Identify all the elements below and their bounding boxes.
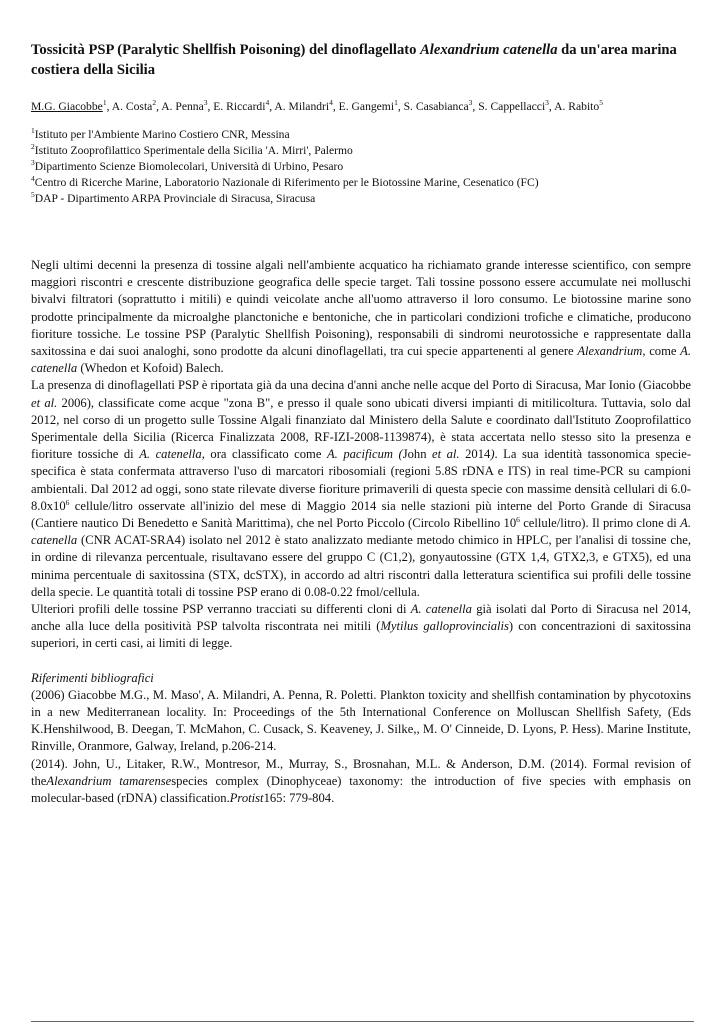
author-name: S. Casabianca <box>403 100 469 113</box>
reference-item: (2006) Giacobbe M.G., M. Maso', A. Milandri, A. Penna, R. Poletti. Plankton toxicity and shellfish contamination by phycotoxins in a new Mediterranean locality. In: Proceedings of the 5th International Conference on Molluscan Shellfish Safety, (Eds K.Henshilwood, B. Deegan, T. McMahon, C. Cusack, S. Keaveney, J. Silke,, M. O' Cinneide, D. Lyons, P. Hess). Marine Institute, Rinville, Oranmore, Galway, Ireland, p.206-214. <box>31 687 691 754</box>
affiliation-number: 5 <box>31 190 35 200</box>
paragraph-intro: Negli ultimi decenni la presenza di tossine algali nell'ambiente acquatico ha richiamato grande interesse scientifico, con sempre maggiori riscontri e crescente distribuzione geografica delle specie target. Tali tossine possono essere accumulate nei molluschi bivalvi filtratori (soprattutto i mitili) e quindi veicolate anche all'uomo attraverso il loro consumo. Le biotossine marine sono prodotte principalmente da microalghe planctoniche e bentoniche, che in particolari condizioni trofiche e climatiche, producono fioriture tossiche. Le tossine PSP (Paralytic Shellfish Poisoning), responsabili di sindromi neurotossiche e rappresentate dalla saxitossina e dai suoi analoghi, sono prodotte da alcuni dinoflagellati, tra cui specie appartenenti al genere Alexandrium, come A. catenella (Whedon et Kofoid) Balech. <box>31 258 691 376</box>
author-name: A. Penna <box>161 100 204 113</box>
affiliation-text: Centro di Ricerche Marine, Laboratorio Nazionale di Riferimento per le Biotossine Marine, Cesenatico (FC) <box>34 176 539 189</box>
affiliation <box>31 127 691 143</box>
affiliation-number: 2 <box>31 142 35 152</box>
paper-page <box>31 40 691 807</box>
affiliation <box>31 143 691 159</box>
paragraph-outlook: Ulteriori profili delle tossine PSP verranno tracciati su differenti cloni di A. catenella già isolati dal Porto di Siracusa nel 2014, anche alla luce della positività PSP talvolta riscontrata nei mitili (Mytilus galloprovincialis) con concentrazioni di saxitossina superiori, in certi casi, ai limiti di legge. <box>31 602 691 651</box>
abstract-body <box>31 257 691 653</box>
paper-title <box>31 40 691 80</box>
affiliation-text: Istituto per l'Ambiente Marino Costiero CNR, Messina <box>34 128 290 141</box>
author-affiliation-mark: 1 <box>394 98 398 108</box>
author-name: E. Riccardi <box>213 100 266 113</box>
affiliation-number: 1 <box>31 126 35 136</box>
title-text-end: da un'area marina costiera della Sicilia <box>31 42 677 78</box>
references-heading: Riferimenti bibliografici <box>31 670 154 685</box>
author-name: A. Costa <box>111 100 153 113</box>
affiliation <box>31 175 691 191</box>
author-name: M.G. Giacobbe <box>31 100 103 113</box>
author-affiliation-mark: 2 <box>152 98 157 108</box>
author-affiliation-mark: 4 <box>329 98 333 108</box>
affiliation-text: Istituto Zooprofilattico Sperimentale della Sicilia 'A. Mirri', Palermo <box>34 144 353 157</box>
title-species: Alexandrium catenella <box>420 42 558 58</box>
author-name: E. Gangemi <box>338 100 395 113</box>
author-affiliation-mark: 3 <box>468 98 473 108</box>
title-text: Tossicità PSP (Paralytic Shellfish Poisoning) del dinoflagellato <box>31 42 421 58</box>
author-name: A. Milandri <box>274 100 330 113</box>
affiliation-list <box>31 127 691 207</box>
author-list: M.G. Giacobbe$^1$, A. Costa$^2$, A. Penna$^3$, E. Riccardi$^4$, A. Milandri$^4$, E. Gangemi$^1$, S. Casabianca$^3$, S. Cappellacci$^3$, A. Rabito$^5$ <box>31 98 603 113</box>
footer-rule <box>31 1021 694 1022</box>
reference-item: (2014). John, U., Litaker, R.W., Montresor, M., Murray, S., Brosnahan, M.L. & Anderson, D.M. (2014). Formal revision of theAlexandrium tamarensespecies complex (Dinophyceae) taxonomy: the introduction of five species with emphasis on molecular-based (rDNA) classification.Protist165: 779-804. <box>31 756 692 806</box>
author-name: S. Cappellacci <box>478 100 546 113</box>
affiliation-text: DAP - Dipartimento ARPA Provinciale di Siracusa, Siracusa <box>34 192 316 205</box>
author-affiliation-mark: 4 <box>265 98 270 108</box>
author-affiliation-mark: 5 <box>599 98 603 108</box>
paragraph-results: La presenza di dinoflagellati PSP è riportata già da una decina d'anni anche nelle acque del Porto di Siracusa, Mar Ionio (Giacobbe et al. 2006), classificate come acque "zona B", e presso il quale sono ubicati diversi impianti di mitilicoltura. Tuttavia, solo dal 2012, nel corso di un progetto sulle Tossine Algali finanziato dal Ministero della Salute e coordinato dall'Istituto Zooprofilattico Sperimentale della Sicilia (Ricerca Finalizzata 2008, RF-IZI-2008-1139874), è stata accertata nello stesso sito la presenza e fioriture tossiche di A. catenella, ora classificato come A. pacificum (John et al. 2014). La sua identità tassonomica specie-specifica è stata confermata attraverso l'uso di marcatori ribosomiali (regioni 5.8S rDNA e ITS) in real time-PCR su campioni ambientali. Dal 2012 ad oggi, sono state rilevate diverse fioriture primaverili di questa specie con massime densità cellulari di $6.0-8.0x10^6$ cellule/litro osservate all'inizio del mese di Maggio 2014 sia nelle stazioni più interne del Porto Grande di Siracusa (Cantiere nautico Di Benedetto e Sanità Marittima), che nel Porto Piccolo (Circolo Ribellino $10^6$ cellule/litro). Il primo clone di A. catenella (CNR ACAT-SRA4) isolato nel 2012 è stato analizzato mediante metodo chimico in HPLC, per l'analisi di tossine che, in ordine di rilevanza percentuale, risultavano essere del gruppo C (C1,2), gonyautossine (GTX 1,4, GTX2,3, e GTX5), ed una minima percentuale di saxitossina (STX, dcSTX), in accordo ad altri riscontri dalla letteratura scientifica sui profili delle tossine della specie. Le quantità totali di tossine PSP erano di 0.08-0.22 fmol/cellula. <box>31 378 692 599</box>
affiliation-number: 3 <box>31 158 35 168</box>
author-affiliation-mark: 1 <box>102 98 107 108</box>
affiliation <box>31 159 691 175</box>
affiliation-text: Dipartimento Scienze Biomolecolari, Università di Urbino, Pesaro <box>34 160 344 173</box>
author-affiliation-mark: 3 <box>203 98 208 108</box>
affiliation <box>31 191 691 207</box>
author-affiliation-mark: 3 <box>545 98 549 108</box>
affiliation-number: 4 <box>31 174 35 184</box>
author-name: A. Rabito <box>554 100 600 113</box>
